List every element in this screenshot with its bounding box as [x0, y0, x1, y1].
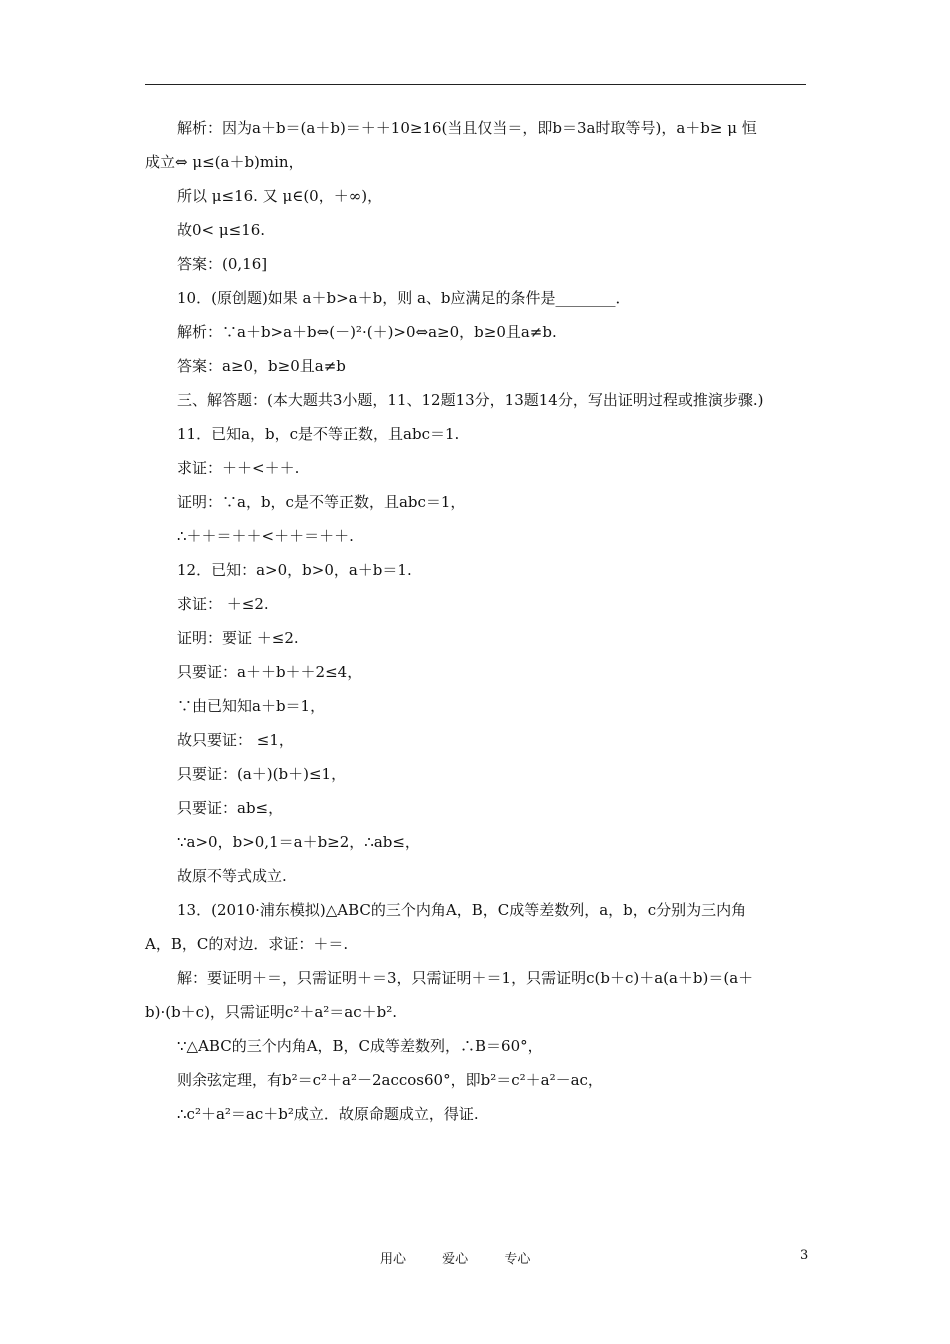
- footer-right-text: 专心: [504, 1252, 531, 1267]
- text-line: 13．(2010·浦东模拟)△ABC的三个内角A，B，C成等差数列，a，b，c分别为三内角: [177, 901, 747, 919]
- text-line: ∵由已知知a＋b＝1，: [177, 697, 326, 715]
- text-line: 答案：a≥0，b≥0且a≠b: [177, 357, 346, 375]
- text-line: 求证：＋＋<＋＋.: [177, 459, 300, 477]
- section-heading: 三、解答题：(本大题共3小题，11、12题13分，13题14分，写出证明过程或推演步骤.): [177, 391, 764, 409]
- text-line: 所以 μ≤16. 又 μ∈(0，＋∞)，: [177, 187, 383, 205]
- text-line: 证明：要证 ＋≤2.: [177, 629, 299, 647]
- page-body: [145, 118, 810, 1138]
- text-line: 答案：(0,16]: [177, 255, 268, 273]
- text-line: ∴c²＋a²＝ac＋b²成立．故原命题成立，得证.: [177, 1105, 479, 1123]
- footer-slogan: [380, 1248, 562, 1267]
- text-line: ∵a>0，b>0,1＝a＋b≥2，∴ab≤，: [177, 833, 420, 851]
- text-line: 故0< μ≤16.: [177, 221, 266, 239]
- text-line: ∴＋＋＝＋＋<＋＋＝＋＋.: [177, 527, 354, 545]
- text-line: 只要证：ab≤，: [177, 799, 284, 817]
- text-line: 只要证：a＋＋b＋＋2≤4，: [177, 663, 363, 681]
- text-line: 12．已知：a>0，b>0，a＋b＝1.: [177, 561, 412, 579]
- text-line: 成立⇔ μ≤(a＋b)min，: [145, 153, 304, 171]
- text-line: 解析：因为a＋b＝(a＋b)＝＋＋10≥16(当且仅当＝，即b＝3a时取等号)，a＋b≥ μ 恒: [177, 119, 757, 137]
- text-line: 故只要证： ≤1，: [177, 731, 294, 749]
- text-line: A，B，C的对边．求证：＋＝.: [145, 935, 349, 953]
- text-line: 11．已知a，b，c是不等正数，且abc＝1.: [177, 425, 460, 443]
- text-line: b)·(b＋c)，只需证明c²＋a²＝ac＋b².: [145, 1003, 398, 1021]
- footer-left-text: 用心: [380, 1252, 407, 1267]
- text-line: 10．(原创题)如果 a＋b>a＋b，则 a、b应满足的条件是________．: [177, 289, 631, 307]
- text-line: 求证： ＋≤2.: [177, 595, 269, 613]
- page-footer: [0, 1248, 950, 1268]
- page-number: 3: [800, 1248, 809, 1263]
- footer-middle-text: 爱心: [442, 1252, 469, 1267]
- text-line: 解：要证明＋＝，只需证明＋＝3，只需证明＋＝1，只需证明c(b＋c)＋a(a＋b)＝(a＋: [177, 969, 754, 987]
- text-line: 只要证：(a＋)(b＋)≤1，: [177, 765, 347, 783]
- text-line: 解析：∵a＋b>a＋b⇔(－)²·(＋)>0⇔a≥0，b≥0且a≠b.: [177, 323, 557, 341]
- text-line: 故原不等式成立.: [177, 867, 287, 885]
- header-rule: [145, 84, 806, 85]
- text-line: 则余弦定理，有b²＝c²＋a²－2accos60°，即b²＝c²＋a²－ac，: [177, 1071, 603, 1089]
- text-line: 证明：∵a，b，c是不等正数，且abc＝1，: [177, 493, 466, 511]
- text-line: ∵△ABC的三个内角A，B，C成等差数列，∴B＝60°，: [177, 1037, 543, 1055]
